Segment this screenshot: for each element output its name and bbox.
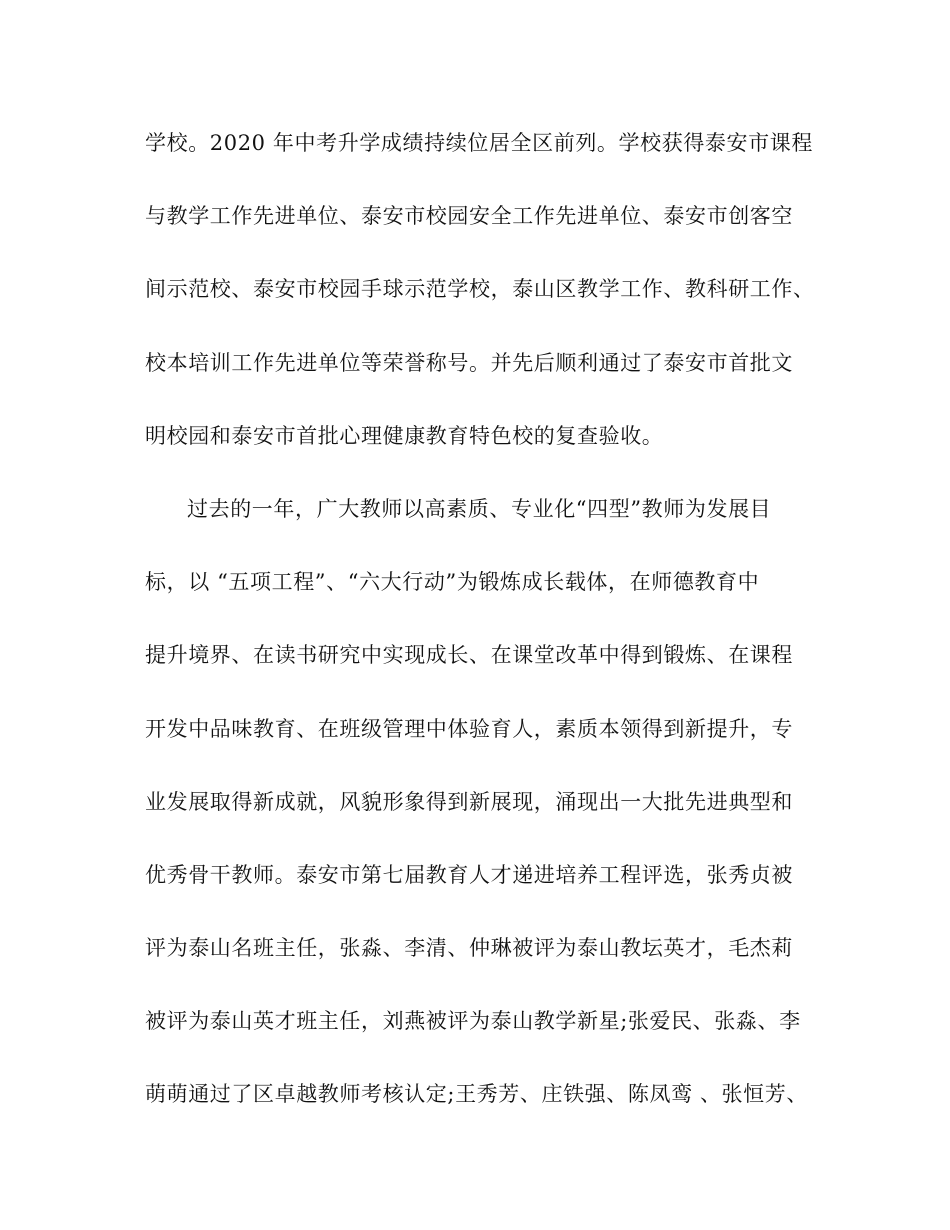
paragraph-line: 校本培训工作先进单位等荣誉称号。并先后顺利通过了泰安市首批文 [145,350,793,375]
paragraph-line: 评为泰山名班主任，张淼、李清、仲琳被评为泰山教坛英才，毛杰莉 [145,936,793,961]
paragraph-line: 学校。2020 年中考升学成绩持续位居全区前列。学校获得泰安市课程 [145,131,813,155]
paragraph-line: 与教学工作先进单位、泰安市校园安全工作先进单位、泰安市创客空 [145,204,793,229]
paragraph-line: 萌萌通过了区卓越教师考核认定;王秀芳、庄铁强、陈凤鸾 、张恒芳、 [145,1082,808,1107]
paragraph-line: 优秀骨干教师。泰安市第七届教育人才递进培养工程评选，张秀贞被 [145,862,793,887]
paragraph-line: 业发展取得新成就，风貌形象得到新展现，涌现出一大批先进典型和 [145,789,793,814]
paragraph-line: 间示范校、泰安市校园手球示范学校，泰山区教学工作、教科研工作、 [145,277,815,302]
paragraph-line: 明校园和泰安市首批心理健康教育特色校的复查验收。 [145,423,664,448]
paragraph-line: 被评为泰山英才班主任，刘燕被评为泰山教学新星;张爱民、张淼、李 [145,1009,801,1034]
paragraph-line: 开发中品味教育、在班级管理中体验育人，素质本领得到新提升，专 [145,716,793,741]
paragraph-line: 标，以 “五项工程”、“六大行动”为锻炼成长载体，在师德教育中 [145,570,760,595]
paragraph-line: 提升境界、在读书研究中实现成长、在课堂改革中得到锻炼、在课程 [145,643,793,668]
paragraph-2 [145,484,810,1143]
document-body [145,118,815,1143]
paragraph-line: 过去的一年，广大教师以高素质、专业化“四型”教师为发展目 [187,496,772,521]
paragraph-1 [145,118,815,484]
